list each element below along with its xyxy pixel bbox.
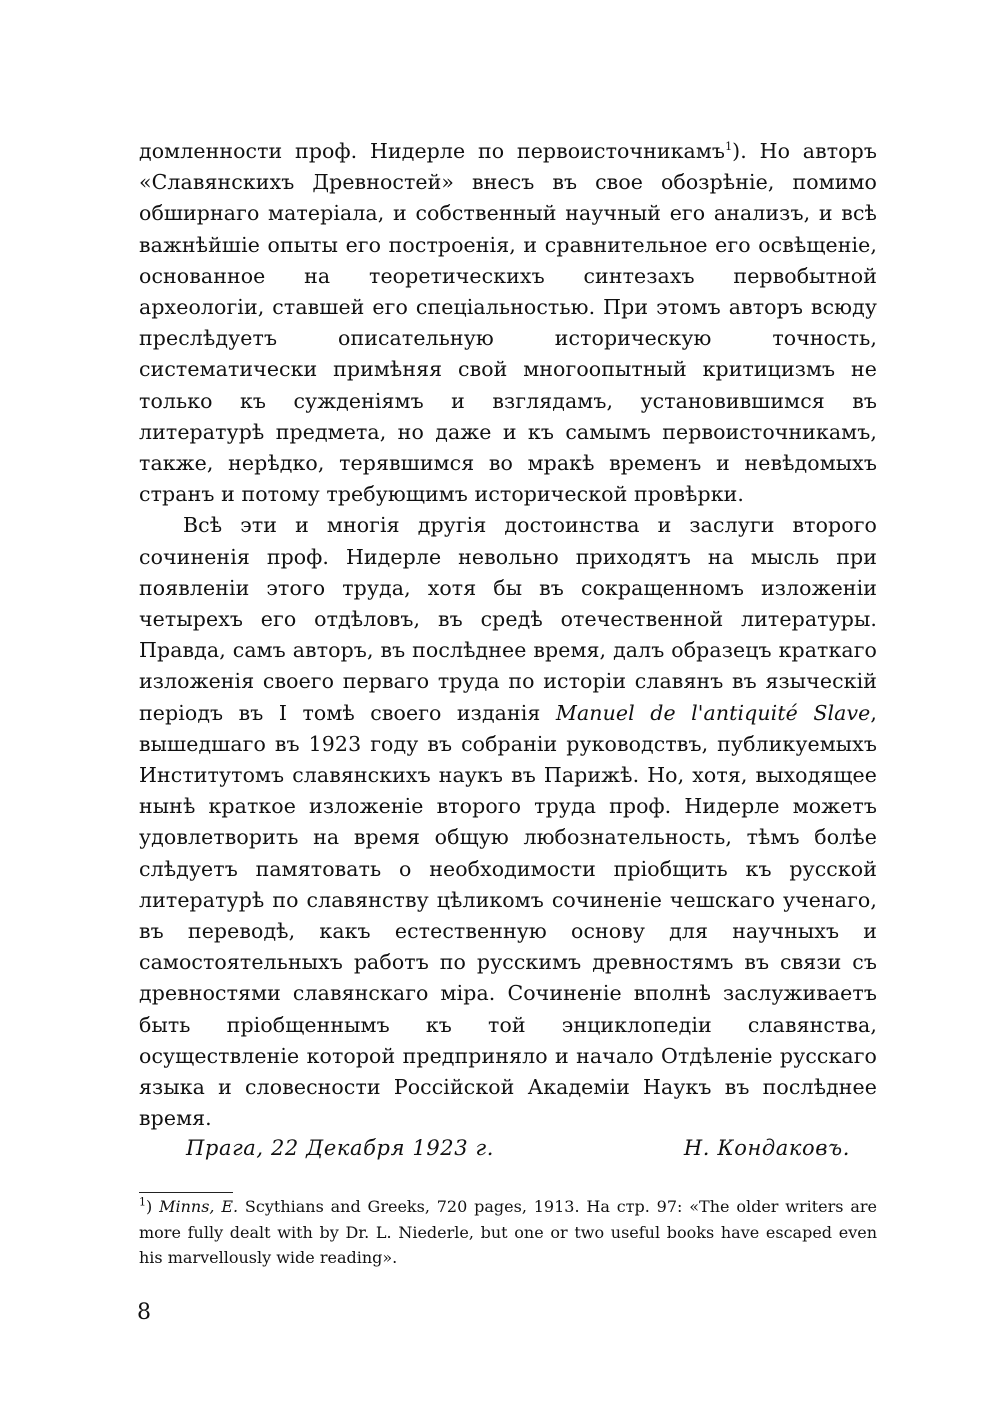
paragraph-2 [139, 510, 877, 1134]
footnote-mark: 1 [139, 1195, 146, 1209]
paragraph-1-rest: ). Но авторъ «Славянскихъ Древностей» внесъ въ свое обозрѣніе, помимо обширнаго матеріала, и собственный научный его анализъ, и всѣ важнѣйшіе опыты его построенія, и сравнительное его освѣщеніе, основанное на теоретическихъ синтезахъ первобытной археологіи, ставшей его спеціальностью. При этомъ авторъ всюду преслѣдуетъ описательную историческую точность, систематически примѣняя свой многоопытный критицизмъ не только къ сужденіямъ и взглядамъ, установившимся въ литературѣ предмета, но даже и къ самымъ первоисточникамъ, также, нерѣдко, терявшимся во мракѣ временъ и невѣдомыхъ странъ и потому требующимъ исторической провѣрки. [139, 139, 877, 507]
footnote-text: Scythians and Greeks, 720 pages, 1913. На стр. 97: «The older writers are more fully dealt with by Dr. L. Niederle, but one or two useful books have escaped even his marvellously wide reading». [139, 1197, 877, 1268]
page-number: 8 [137, 1300, 151, 1325]
footnote: $^1$) Minns, E. Scythians and Greeks, 720 pages, 1913. На стр. 97: «The older writers are more fully dealt with by Dr. L. Niederle, but one or two useful books have escaped even his marvellously wide reading». [139, 1195, 877, 1268]
place-date: Прага, 22 Декабря 1923 г. [186, 1136, 494, 1160]
paragraph-1 [139, 136, 877, 510]
author-signature: Н. Кондаковъ. [683, 1136, 850, 1160]
footnote-author: Minns, E. [159, 1197, 239, 1216]
signature-line [186, 1136, 850, 1160]
paragraph-2-italic-title: Manuel de l'antiquité Slave [555, 700, 871, 725]
footnote-divider [139, 1192, 233, 1193]
paragraph-2-rest: , вышедшаго въ 1923 году въ собраніи руководствъ, публикуемыхъ Институтомъ славянскихъ наукъ въ Парижѣ. Но, хотя, выходящее нынѣ краткое изложеніе второго труда проф. Нидерле можетъ удовлетворить на время общую любознательность, тѣмъ болѣе слѣдуетъ памятовать о необходимости пріобщить къ русской литературѣ по славянству цѣликомъ сочиненіе чешскаго ученаго, въ переводѣ, какъ естественную основу для научныхъ и самостоятельныхъ работъ по русскимъ древностямъ въ связи съ древностями славянскаго міра. Сочиненіе вполнѣ заслуживаетъ быть пріобщеннымъ къ той энциклопедіи славянства, осуществленіе которой предприняло и начало Отдѣленіе русскаго языка и словесности Россійской Академіи Наукъ въ послѣднее время. [139, 700, 877, 1131]
paragraph-2-start: Всѣ эти и многія другія достоинства и заслуги второго сочиненія проф. Нидерле невольно приходятъ на мысль при появленіи этого труда, хотя бы въ сокращенномъ изложеніи четырехъ его отдѣловъ, въ средѣ отечественной литературы. Правда, самъ авторъ, въ послѣднее время, далъ образецъ краткаго изложенія своего перваго труда по исторіи славянъ въ языческій періодъ въ I томѣ своего изданія [139, 513, 877, 725]
main-text [139, 136, 877, 1135]
footnote-reference: 1 [725, 140, 733, 154]
paragraph-1-start: домленности проф. Нидерле по первоисточникамъ [139, 139, 726, 163]
